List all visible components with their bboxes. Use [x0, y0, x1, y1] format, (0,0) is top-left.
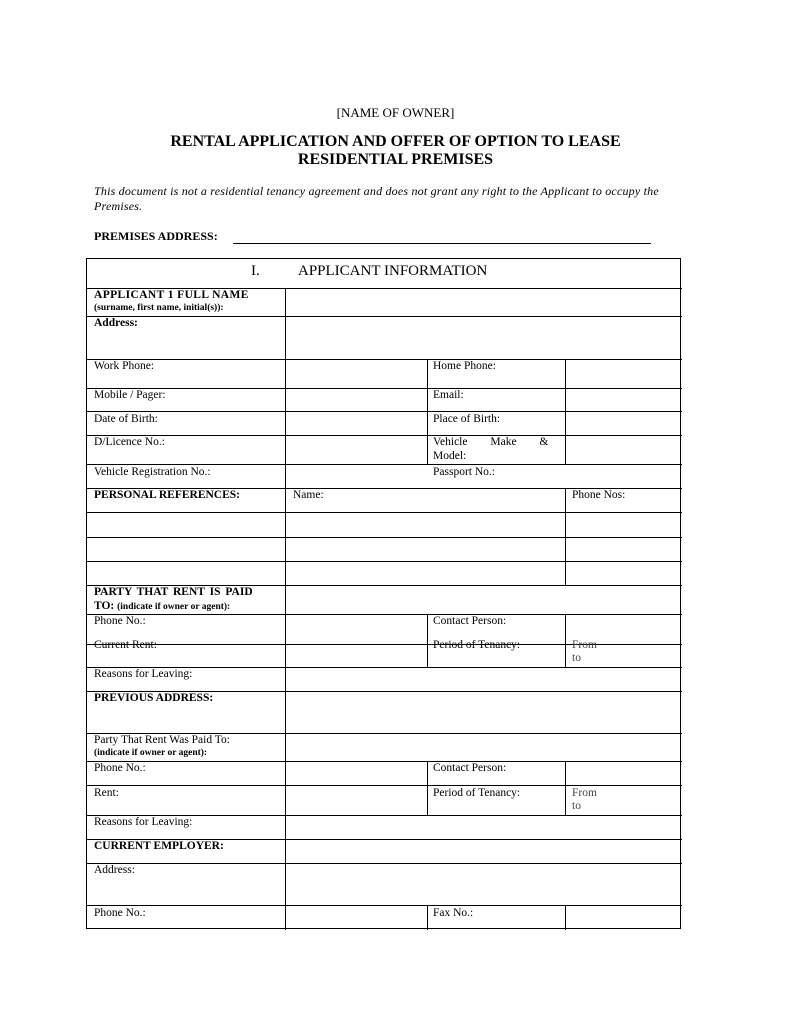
pob-field[interactable]: [566, 412, 681, 435]
column-divider: [427, 905, 428, 930]
previous-period-label: Period of Tenancy:: [433, 787, 521, 799]
row-divider: [87, 785, 682, 786]
column-divider: [565, 488, 566, 585]
current-reasons-label: Reasons for Leaving:: [94, 668, 193, 680]
mobile-label: Mobile / Pager:: [94, 389, 166, 401]
dob-field[interactable]: [286, 412, 427, 435]
applicant-information-form: [86, 258, 681, 929]
vehicle-make-field[interactable]: [566, 436, 681, 464]
employer-phone-label: Phone No.:: [94, 907, 146, 919]
pob-label: Place of Birth:: [433, 413, 501, 425]
licence-label: D/Licence No.:: [94, 436, 165, 448]
previous-address-label: PREVIOUS ADDRESS:: [94, 692, 214, 704]
vehicle-registration-label: Vehicle Registration No.:: [94, 466, 211, 478]
section-title: APPLICANT INFORMATION: [298, 263, 488, 279]
personal-references-label: PERSONAL REFERENCES:: [94, 489, 241, 501]
disclaimer: This document is not a residential tenancy agreement and does not grant any right to the Applicant to occupy the Premises.: [94, 184, 659, 213]
employer-phone-field[interactable]: [286, 906, 427, 929]
column-divider: [427, 614, 428, 667]
party-rent-paid-to: [94, 600, 230, 613]
owner-name: [NAME OF OWNER]: [336, 105, 455, 120]
previous-to-label: to: [572, 800, 581, 812]
reference-name-label: Name:: [293, 489, 324, 501]
current-from-label: From: [572, 639, 597, 651]
previous-phone-label: Phone No.:: [94, 762, 146, 774]
applicant-name-label: APPLICANT 1 FULL NAME: [94, 289, 249, 301]
document-title: [0, 133, 791, 169]
address-label: Address:: [94, 317, 138, 329]
row-divider: [87, 614, 682, 615]
premises-address-field[interactable]: [233, 243, 651, 244]
current-period-label: Period of Tenancy:: [433, 639, 521, 651]
email-field[interactable]: [566, 389, 681, 411]
row-divider: [87, 464, 682, 465]
address-field[interactable]: [286, 317, 681, 359]
applicant-name-field[interactable]: [286, 289, 681, 316]
employer-fax-label: Fax No.:: [433, 907, 474, 919]
email-label: Email:: [433, 389, 464, 401]
row-divider: [87, 863, 682, 864]
party-rent-paid-label: PARTY THAT RENT IS PAID: [94, 586, 253, 598]
row-divider: [87, 512, 682, 513]
reference-phone-label: Phone Nos:: [572, 489, 626, 501]
column-divider: [565, 614, 566, 667]
home-phone-field[interactable]: [566, 360, 681, 388]
dob-label: Date of Birth:: [94, 413, 158, 425]
vehicle-model-label: Model:: [433, 450, 467, 462]
previous-from-label: From: [572, 787, 597, 799]
passport-label: Passport No.:: [433, 466, 495, 478]
title-line-2: RESIDENTIAL PREMISES: [297, 151, 494, 168]
current-phone-label: Phone No.:: [94, 615, 146, 627]
employer-address-label: Address:: [94, 864, 135, 876]
current-contact-label: Contact Person:: [433, 615, 507, 627]
work-phone-label: Work Phone:: [94, 360, 155, 372]
previous-contact-label: Contact Person:: [433, 762, 507, 774]
column-divider: [427, 359, 428, 464]
row-divider: [87, 537, 682, 538]
title-line-1: RENTAL APPLICATION AND OFFER OF OPTION TO LEASE: [170, 133, 621, 150]
premises-address-label: PREMISES ADDRESS:: [94, 229, 218, 243]
current-rent-label: Current Rent:: [94, 639, 157, 651]
mobile-field[interactable]: [286, 389, 427, 411]
vehicle-make-label: Vehicle Make &: [433, 436, 549, 448]
column-divider: [565, 761, 566, 815]
row-divider: [87, 761, 682, 762]
applicant-name-note: (surname, first name, initial(s)):: [94, 303, 224, 313]
party-was-paid-label: Party That Rent Was Paid To:: [94, 734, 230, 746]
current-to-label: to: [572, 652, 581, 664]
work-phone-field[interactable]: [286, 360, 427, 388]
employer-fax-field[interactable]: [566, 906, 681, 929]
licence-field[interactable]: [286, 436, 427, 464]
previous-rent-label: Rent:: [94, 787, 119, 799]
section-number: I.: [251, 263, 260, 279]
party-rent-to-label: TO:: [94, 600, 115, 612]
party-rent-note: (indicate if owner or agent):: [117, 602, 231, 612]
current-employer-label: CURRENT EMPLOYER:: [94, 840, 224, 852]
previous-reasons-label: Reasons for Leaving:: [94, 816, 193, 828]
party-was-paid-note: (indicate if owner or agent):: [94, 748, 208, 758]
row-divider: [87, 561, 682, 562]
home-phone-label: Home Phone:: [433, 360, 496, 372]
column-divider: [427, 761, 428, 815]
